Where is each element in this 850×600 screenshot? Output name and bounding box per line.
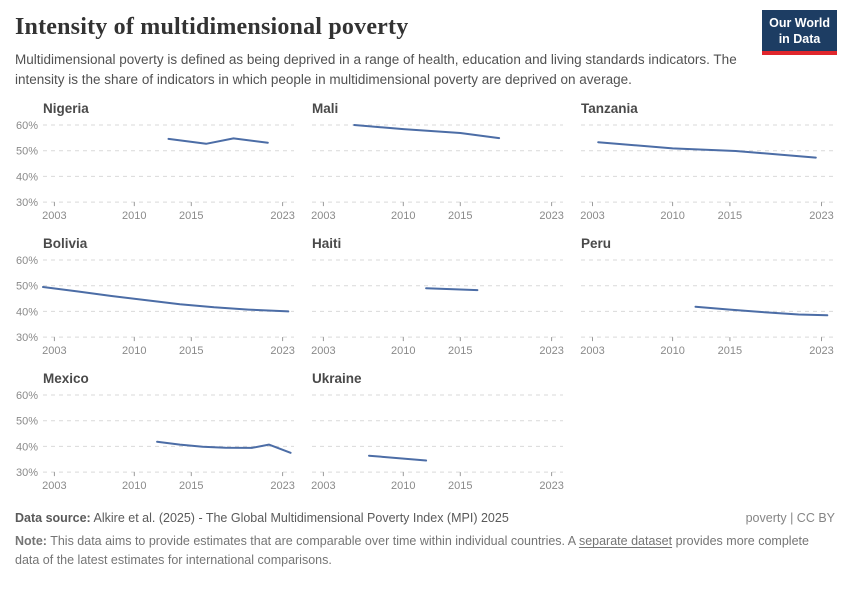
x-tick-label: 2003 [42, 210, 67, 223]
x-tick-label: 2023 [539, 210, 564, 223]
owid-logo[interactable] [762, 10, 837, 55]
facet-plot-mali [310, 119, 566, 223]
data-line [169, 139, 268, 144]
chart-header [0, 0, 850, 89]
x-tick-label: 2010 [391, 210, 416, 223]
license-link[interactable]: poverty | CC BY [745, 511, 835, 526]
facet-plot-haiti [310, 254, 566, 358]
data-line [157, 442, 291, 453]
data-line [43, 287, 288, 311]
facet-title-mexico: Mexico [43, 371, 89, 387]
x-tick-label: 2003 [580, 210, 605, 223]
y-tick-label: 60% [15, 390, 38, 403]
data-line [354, 125, 499, 138]
note-text-1: This data aims to provide estimates that are comparable over time within individual countries. A [50, 534, 576, 549]
x-tick-label: 2003 [580, 345, 605, 358]
data-source-text: Alkire et al. (2025) - The Global Multidimensional Poverty Index (MPI) 2025 [93, 511, 509, 526]
facet-mali [310, 101, 566, 223]
x-tick-label: 2015 [179, 480, 204, 493]
x-tick-label: 2003 [311, 345, 336, 358]
facet-mexico [15, 371, 297, 493]
facet-title-haiti: Haiti [312, 236, 342, 252]
facet-haiti [310, 236, 566, 358]
x-tick-label: 2010 [122, 210, 147, 223]
x-tick-label: 2023 [270, 480, 295, 493]
facet-ukraine [310, 371, 566, 493]
source-row [15, 511, 835, 525]
y-tick-label: 40% [15, 171, 38, 184]
x-tick-label: 2023 [270, 345, 295, 358]
x-tick-label: 2015 [179, 210, 204, 223]
facet-plot-tanzania [579, 119, 836, 223]
owid-logo-line2: in Data [778, 32, 821, 47]
y-tick-label: 30% [15, 332, 38, 345]
facet-title-bolivia: Bolivia [43, 236, 88, 252]
x-tick-label: 2023 [539, 480, 564, 493]
y-tick-label: 50% [15, 415, 38, 428]
facet-plot-ukraine [310, 389, 566, 493]
data-source [15, 511, 509, 525]
x-tick-label: 2015 [448, 480, 473, 493]
facet-peru [579, 236, 836, 358]
facet-bolivia [15, 236, 297, 358]
data-source-label: Data source: [15, 511, 91, 526]
facet-title-tanzania: Tanzania [581, 101, 638, 117]
x-tick-label: 2010 [660, 210, 685, 223]
facet-grid [15, 101, 850, 493]
note-label: Note: [15, 534, 47, 549]
facet-plot-mexico [15, 389, 297, 493]
x-tick-label: 2003 [311, 480, 336, 493]
chart-subtitle: Multidimensional poverty is defined as being deprived in a range of health, education and living standards indicators. The intensity is the share of indicators in which people in multidimensional poverty are deprived on average. [15, 52, 737, 87]
owid-logo-line1: Our World [769, 16, 830, 30]
y-tick-label: 30% [15, 197, 38, 210]
facet-plot-bolivia [15, 254, 297, 358]
y-tick-label: 40% [15, 306, 38, 319]
facet-title-mali: Mali [312, 101, 339, 117]
data-line [426, 288, 477, 290]
x-tick-label: 2010 [660, 345, 685, 358]
x-tick-label: 2010 [122, 480, 147, 493]
x-tick-label: 2023 [809, 210, 834, 223]
x-tick-label: 2015 [448, 345, 473, 358]
x-tick-label: 2015 [717, 345, 743, 358]
x-tick-label: 2010 [391, 480, 416, 493]
facet-tanzania [579, 101, 836, 223]
data-line [598, 142, 816, 157]
facet-plot-nigeria [15, 119, 297, 223]
note [15, 532, 815, 570]
x-tick-label: 2003 [311, 210, 336, 223]
x-tick-label: 2015 [179, 345, 204, 358]
data-line [369, 456, 426, 461]
x-tick-label: 2023 [539, 345, 564, 358]
chart-footer [15, 511, 835, 570]
y-tick-label: 40% [15, 441, 38, 454]
x-tick-label: 2015 [717, 210, 743, 223]
y-tick-label: 60% [15, 255, 38, 268]
facet-nigeria [15, 101, 297, 223]
facet-title-peru: Peru [581, 236, 612, 252]
x-tick-label: 2003 [42, 480, 67, 493]
x-tick-label: 2003 [42, 345, 67, 358]
note-text-2: provides more complete data of the latest estimates for international comparisons. [15, 534, 809, 567]
y-tick-label: 50% [15, 145, 38, 158]
x-tick-label: 2023 [270, 210, 295, 223]
x-tick-label: 2010 [391, 345, 416, 358]
y-tick-label: 60% [15, 120, 38, 133]
y-tick-label: 30% [15, 467, 38, 480]
page-title: Intensity of multidimensional poverty [15, 14, 409, 40]
y-tick-label: 50% [15, 280, 38, 293]
separate-dataset-link[interactable]: separate dataset [578, 534, 673, 549]
facet-title-nigeria: Nigeria [43, 101, 89, 117]
facet-title-ukraine: Ukraine [312, 371, 362, 387]
x-tick-label: 2010 [122, 345, 147, 358]
x-tick-label: 2023 [809, 345, 834, 358]
facet-plot-peru [579, 254, 836, 358]
x-tick-label: 2015 [448, 210, 473, 223]
